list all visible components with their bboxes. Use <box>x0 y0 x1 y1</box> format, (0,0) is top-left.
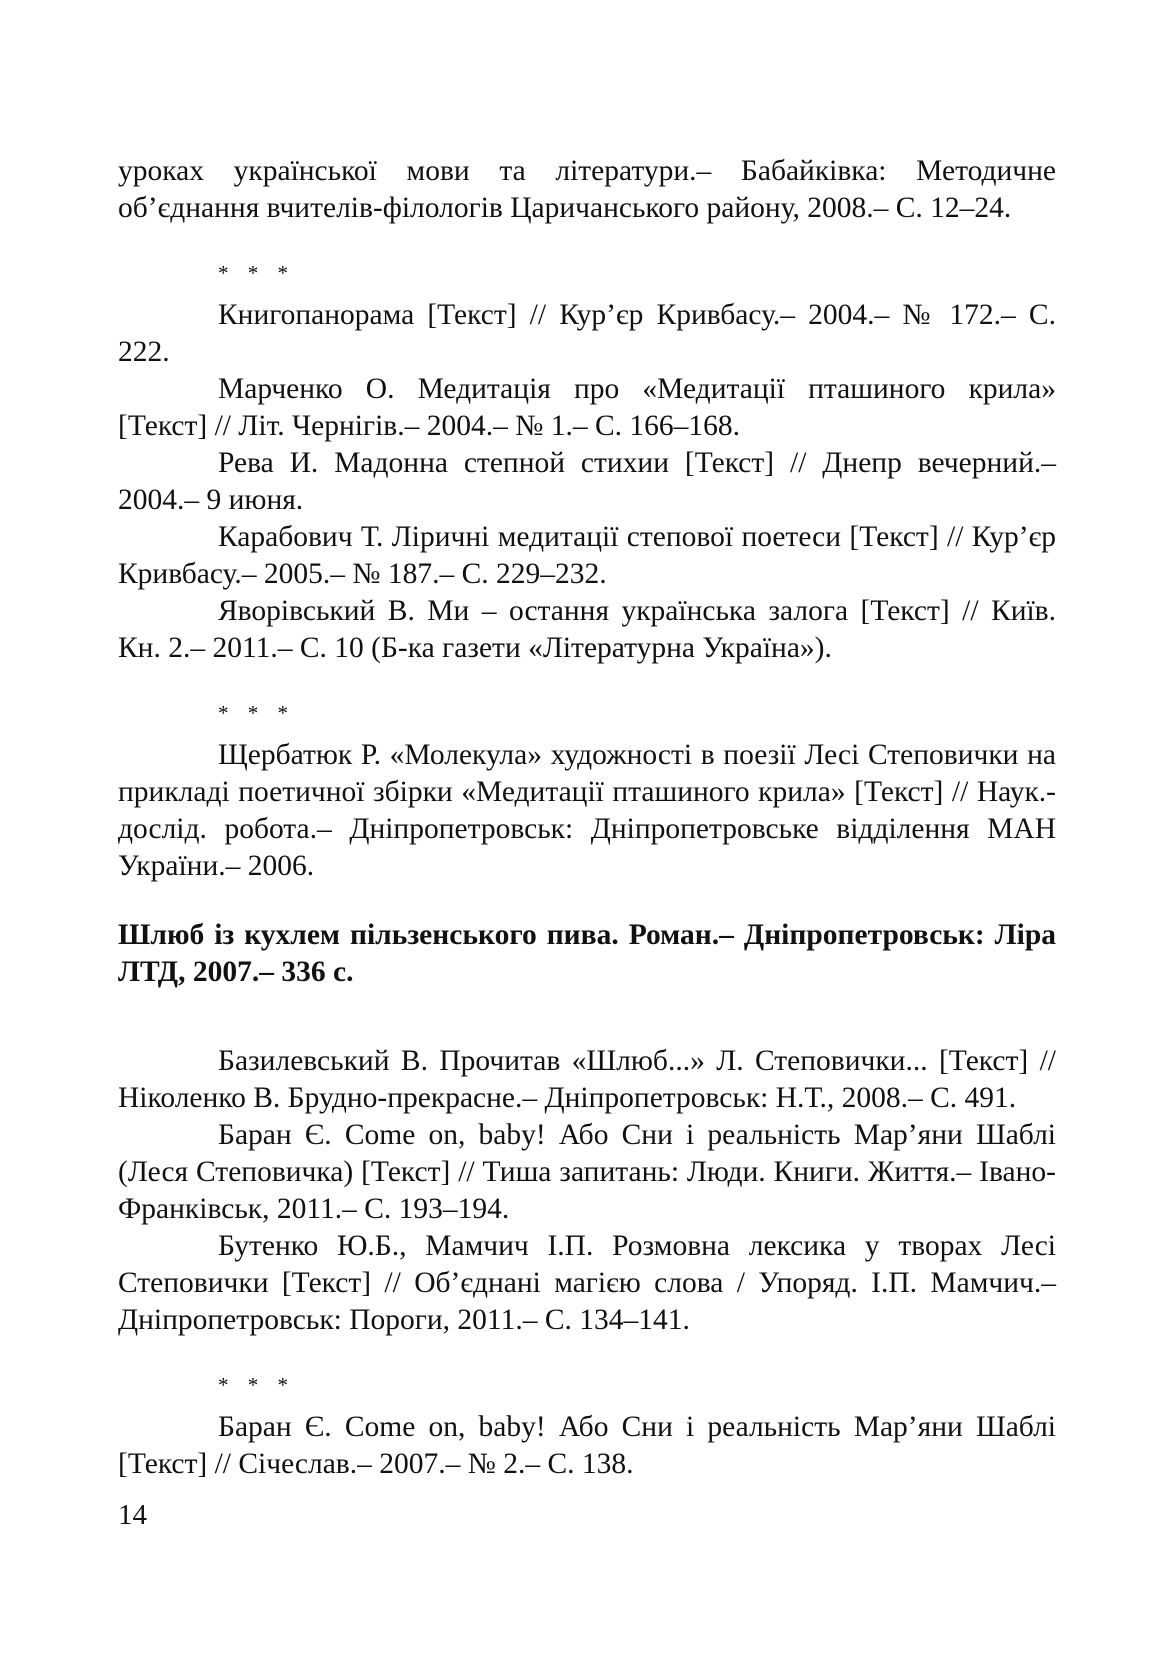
bibliography-entry: Книгопанорама [Текст] // Кур’єр Кривбасу.– 2004.– № 172.– С. 222. <box>118 299 1056 368</box>
bibliography-entry: Баран Є. Come on, baby! Або Сни і реальність Мар’яни Шаблі (Леся Степовичка) [Текст] // Тиша запитань: Люди. Книги. Життя.– Івано-Франківськ, 2011.– С. 193–194. <box>118 1119 1056 1225</box>
bibliography-entry: Базилевський В. Прочитав «Шлюб...» Л. Степовички... [Текст] // Ніколенко В. Брудно-прекрасне.– Дніпропетровськ: Н.Т., 2008.– С. 491. <box>118 1045 1056 1114</box>
bibliography-entry: Щербатюк Р. «Молекула» художності в поезії Лесі Степовички на прикладі поетичної збірки «Медитації пташиного крила» [Текст] // Наук.-дослід. робота.– Дніпропетровськ: Дніпропетровське відділення МАН України.– 2006. <box>118 739 1056 882</box>
bibliography-entry: Баран Є. Come on, baby! Або Сни і реальність Мар’яни Шаблі [Текст] // Січеслав.– 2007.– № 2.– С. 138. <box>118 1411 1056 1480</box>
continuation-paragraph: уроках української мови та літератури.– Бабайківка: Методичне об’єднання вчителів-філологів Царичанського району, 2008.– С. 12–24. <box>118 155 1056 224</box>
section-separator: * * * <box>218 701 295 725</box>
bibliography-entry: Карабович Т. Ліричні медитації степової поетеси [Текст] // Кур’єр Кривбасу.– 2005.– № 187.– С. 229–232. <box>118 521 1056 590</box>
section-separator: * * * <box>218 261 295 285</box>
section-separator: * * * <box>218 1373 295 1397</box>
bibliography-entry: Яворівський В. Ми – остання українська залога [Текст] // Київ. Кн. 2.– 2011.– С. 10 (Б-ка газети «Літературна Україна»). <box>118 595 1056 664</box>
page-number: 14 <box>118 1499 147 1531</box>
page-body <box>118 153 1056 1483</box>
bibliography-entry: Рева И. Мадонна степной стихии [Текст] // Днепр вечерний.– 2004.– 9 июня. <box>118 447 1056 516</box>
bibliography-entry: Бутенко Ю.Б., Мамчич І.П. Розмовна лексика у творах Лесі Степовички [Текст] // Об’єднані магією слова / Упоряд. І.П. Мамчич.– Дніпропетровськ: Пороги, 2011.– С. 134–141. <box>118 1230 1056 1336</box>
bibliography-entry: Марченко О. Медитація про «Медитації пташиного крила» [Текст] // Літ. Чернігів.– 2004.– № 1.– С. 166–168. <box>118 373 1056 442</box>
book-heading: Шлюб із кухлем пільзенського пива. Роман.– Дніпропетровськ: Ліра ЛТД, 2007.– 336 с. <box>118 919 1056 988</box>
